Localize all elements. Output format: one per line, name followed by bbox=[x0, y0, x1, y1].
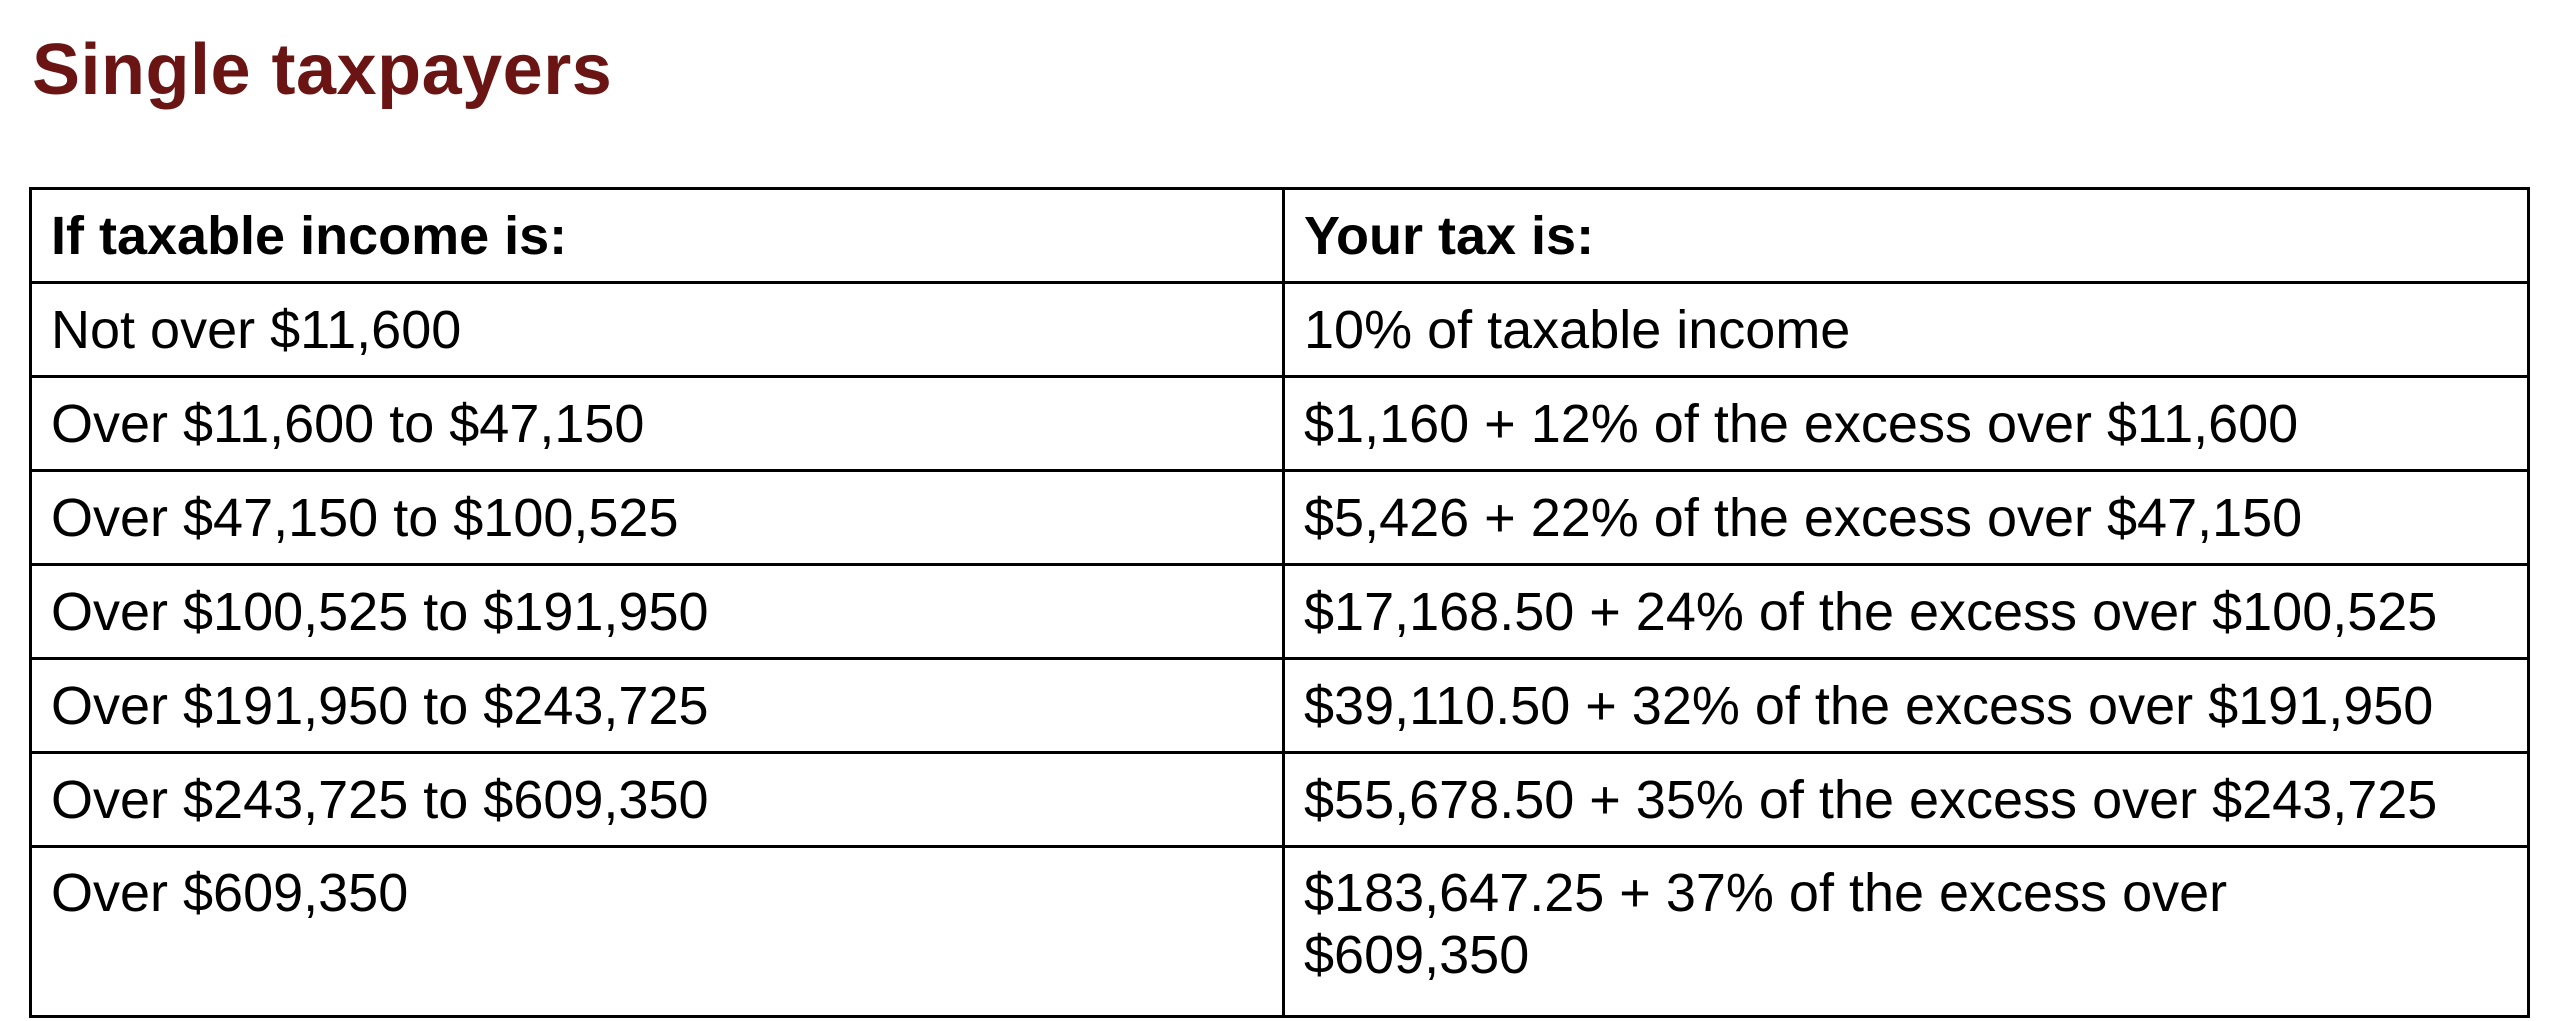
income-range-cell: Over $191,950 to $243,725 bbox=[31, 659, 1284, 753]
table-row bbox=[31, 847, 2529, 1017]
table-row bbox=[31, 377, 2529, 471]
income-range-cell: Not over $11,600 bbox=[31, 283, 1284, 377]
income-range-cell: Over $243,725 to $609,350 bbox=[31, 753, 1284, 847]
tax-amount-cell: 10% of taxable income bbox=[1284, 283, 2529, 377]
table-row bbox=[31, 565, 2529, 659]
income-range-cell: Over $47,150 to $100,525 bbox=[31, 471, 1284, 565]
table-row bbox=[31, 283, 2529, 377]
tax-amount-cell: $1,160 + 12% of the excess over $11,600 bbox=[1284, 377, 2529, 471]
tax-amount-cell: $39,110.50 + 32% of the excess over $191,950 bbox=[1284, 659, 2529, 753]
tax-amount-cell: $5,426 + 22% of the excess over $47,150 bbox=[1284, 471, 2529, 565]
income-range-cell: Over $100,525 to $191,950 bbox=[31, 565, 1284, 659]
income-range-cell: Over $609,350 bbox=[31, 847, 1284, 1017]
tax-amount-cell: $17,168.50 + 24% of the excess over $100,525 bbox=[1284, 565, 2529, 659]
tax-bracket-table bbox=[29, 187, 2530, 1018]
header-your-tax: Your tax is: bbox=[1284, 189, 2529, 283]
page-title: Single taxpayers bbox=[32, 30, 613, 110]
tax-amount-cell bbox=[1284, 847, 2529, 1017]
table-row bbox=[31, 753, 2529, 847]
header-taxable-income: If taxable income is: bbox=[31, 189, 1284, 283]
table-row bbox=[31, 659, 2529, 753]
tax-amount-cell: $55,678.50 + 35% of the excess over $243,725 bbox=[1284, 753, 2529, 847]
tax-amount-text: $183,647.25 + 37% of the excess over $609,350 bbox=[1304, 863, 2228, 985]
income-range-cell: Over $11,600 to $47,150 bbox=[31, 377, 1284, 471]
table-header-row bbox=[31, 189, 2529, 283]
table-row bbox=[31, 471, 2529, 565]
